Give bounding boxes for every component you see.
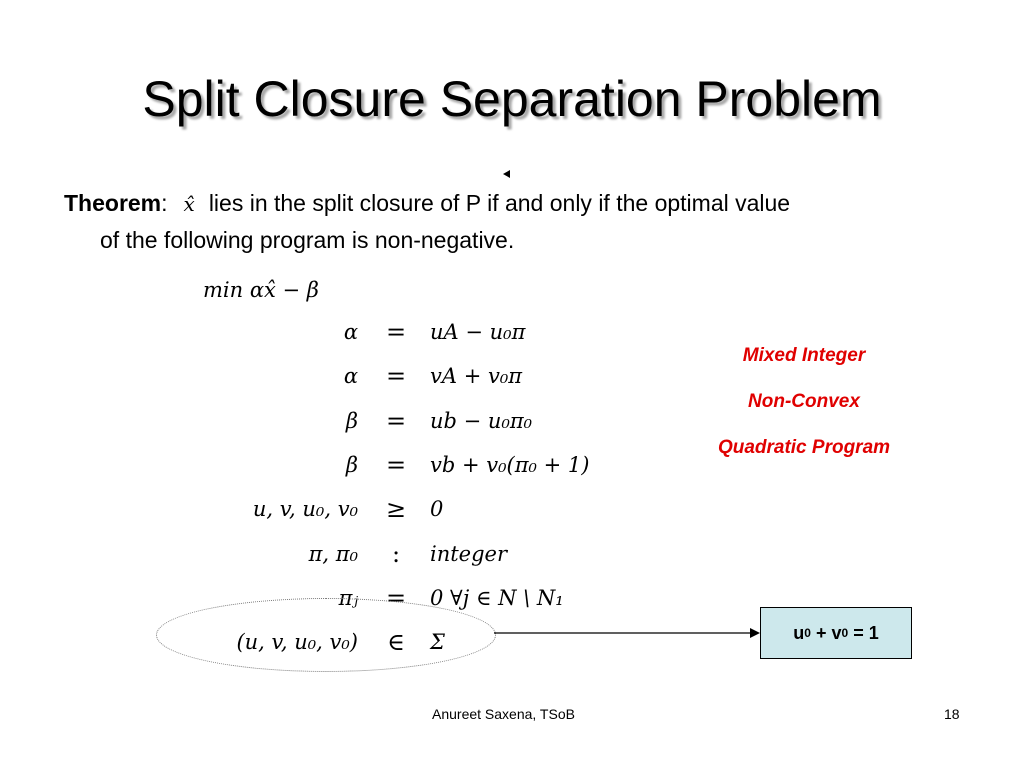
annotation-mixed-integer: Mixed Integer [742,345,866,366]
theorem-label: Theorem [64,190,162,216]
xhat-symbol: x̂ [183,192,195,216]
box-u-sub: 0 [804,626,811,640]
page-number: 18 [944,706,960,722]
constraint-lhs: u, v, u₀, v₀ [252,497,358,521]
constraint-lhs: β [345,453,358,477]
constraint-operator: = [385,451,407,479]
constraint-rhs: vb + v₀(π₀ + 1) [430,453,590,477]
constraint-operator: : [391,540,401,568]
constraint-rhs: vA + v₀π [430,364,523,388]
constraint-rhs: 0 [430,497,444,521]
constraint-rhs: 0 ∀j ∈ N \ N₁ [430,586,564,610]
constraint-operator: = [385,407,407,435]
constraint-box [760,607,912,659]
constraint-rhs: ub − u₀π₀ [430,409,533,433]
arrow-head-icon [750,628,760,638]
annotation-quadratic-program: Quadratic Program [717,437,891,458]
constraint-operator: = [385,318,407,346]
box-u: u [793,622,805,643]
constraint-lhs: π, π₀ [308,542,358,566]
theorem-line-2: of the following program is non-negative. [100,227,515,253]
box-v: v [831,622,842,643]
constraint-operator: = [385,584,407,612]
box-v-sub: 0 [841,626,849,640]
box-plus: + [810,622,832,643]
theorem-colon: : [161,190,168,216]
constraint-rhs: uA − u₀π [430,320,526,344]
constraint-lhs: β [345,409,358,433]
constraint-operator: ≥ [385,495,407,523]
constraint-lhs: πⱼ [338,586,358,610]
objective-function: min αx̂ − β [203,278,319,302]
constraint-operator: = [385,362,407,390]
annotation-non-convex: Non-Convex [748,391,860,412]
constraint-lhs: (u, v, u₀, v₀) [236,630,358,654]
slide-title: Split Closure Separation Problem [142,71,882,127]
constraint-lhs: α [343,320,358,344]
constraint-rhs: Σ [430,630,445,654]
constraint-lhs: α [343,364,358,388]
constraint-rhs: integer [430,542,508,566]
constraint-operator: ∈ [387,628,405,656]
theorem-text-1: lies in the split closure of P if and only if the optimal value [208,190,791,216]
footer-author: Anureet Saxena, TSoB [432,706,575,722]
box-eq: = 1 [848,622,879,643]
